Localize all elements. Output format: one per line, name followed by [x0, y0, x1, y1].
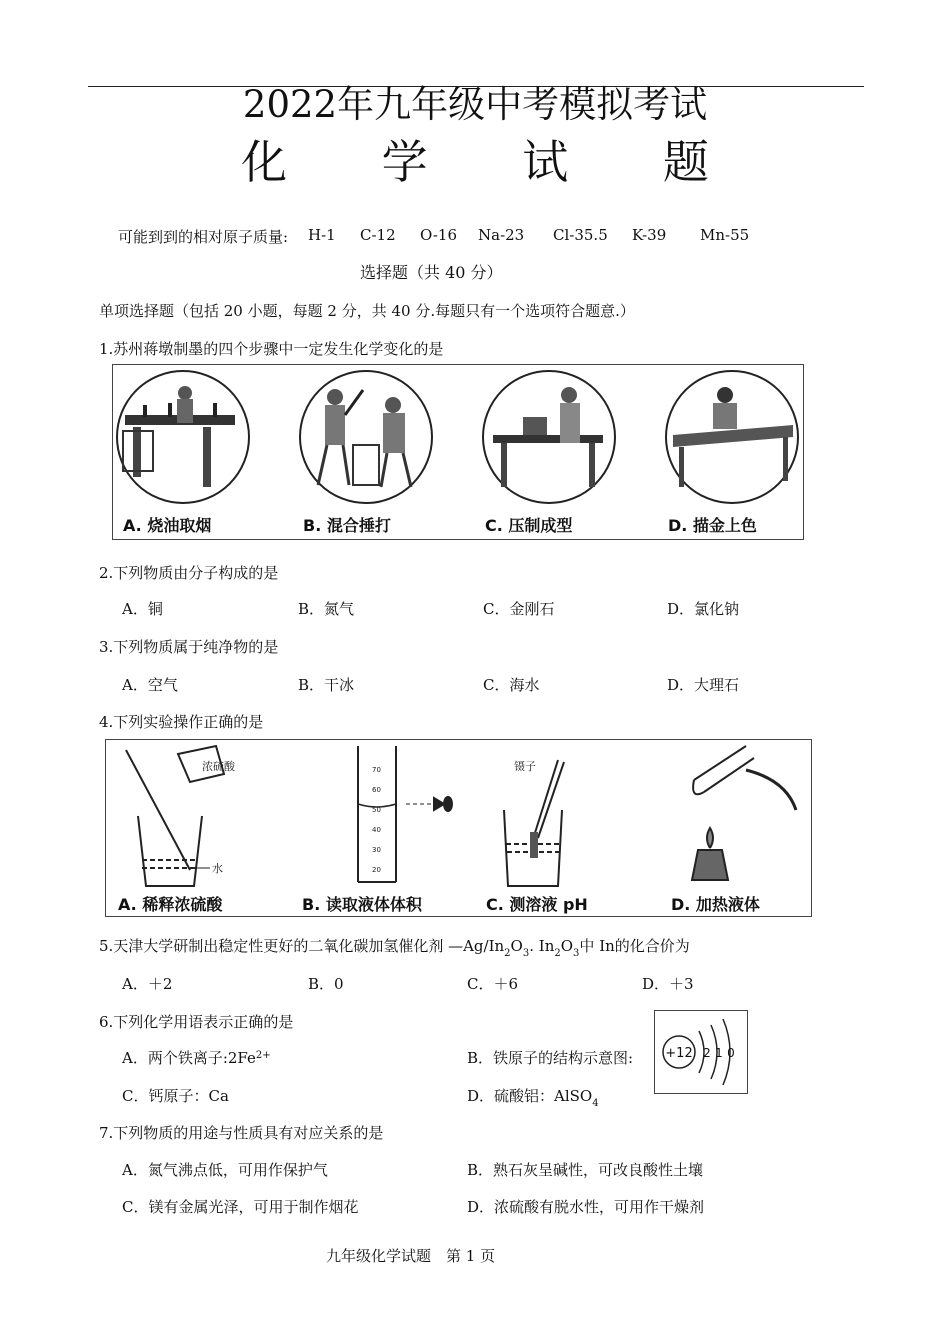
exam-subtitle: 化 学 试 题 — [241, 135, 749, 189]
q5-option-c[interactable]: C．＋6 — [467, 975, 519, 993]
q3-option-a[interactable]: A．空气 — [122, 676, 178, 694]
q5-stem-c: O — [510, 937, 523, 955]
q4-caption-b: B. 读取液体体积 — [302, 895, 422, 914]
q6-option-d-text: D．硫酸铝：AlSO — [467, 1087, 593, 1105]
q6-nucleus-charge: +12 — [665, 1046, 693, 1061]
q1-stem: 1.苏州蒋墩制墨的四个步骤中一定发生化学变化的是 — [99, 340, 444, 358]
q5-stem-a: 5.天津大学研制出稳定性更好的二氧化碳加氢催化剂 —Ag — [99, 937, 484, 955]
atomic-mass-mn: Mn-55 — [700, 226, 750, 244]
q6-option-d-sub: 4 — [592, 1098, 599, 1109]
q6-option-a[interactable] — [122, 1047, 271, 1068]
q2-option-c[interactable]: C．金刚石 — [483, 600, 555, 618]
q5-sub-4: 3 — [573, 948, 580, 959]
q3-option-d[interactable]: D．大理石 — [667, 676, 740, 694]
q1-caption-b: B. 混合捶打 — [303, 516, 391, 535]
q5-stem-e: O — [560, 937, 574, 955]
q7-stem: 7.下列物质的用途与性质具有对应关系的是 — [99, 1124, 384, 1142]
atomic-mass-label: 可能到到的相对原子质量: — [118, 228, 289, 246]
q1-illustration-a — [117, 371, 249, 503]
q4-illustration-c — [504, 760, 564, 886]
q3-stem: 3.下列物质属于纯净物的是 — [99, 638, 279, 656]
q4-tick-20: 20 — [372, 866, 381, 874]
q4-water-label: 水 — [212, 862, 223, 875]
q4-tick-50: 50 — [372, 806, 381, 814]
q4-cylinder-ticks — [372, 766, 381, 874]
q6-atom-svg — [655, 1011, 747, 1093]
q7-option-b[interactable]: B．熟石灰呈碱性，可改良酸性土壤 — [467, 1161, 704, 1179]
q1-illustration-c — [483, 371, 615, 503]
q4-tick-30: 30 — [372, 846, 381, 854]
page-footer: 九年级化学试题 第 1 页 — [326, 1247, 496, 1265]
q5-sub-1: 2 — [504, 948, 511, 959]
atomic-mass-c: C-12 — [360, 226, 396, 244]
section-title: 选择题（共 40 分） — [360, 263, 503, 282]
q4-caption-d: D. 加热液体 — [671, 895, 760, 914]
q4-figure — [105, 739, 812, 917]
q4-tweezers-label: 镊子 — [514, 760, 536, 773]
q4-tick-40: 40 — [372, 826, 381, 834]
exam-title: 2022年九年级中考模拟考试 — [242, 83, 708, 126]
q5-stem-d: . In — [529, 937, 555, 955]
atomic-mass-o: O-16 — [420, 226, 458, 244]
q7-option-c[interactable]: C．镁有金属光泽，可用于制作烟花 — [122, 1198, 359, 1216]
q6-option-a-charge: 2+ — [255, 1050, 271, 1061]
q6-option-c[interactable]: C．钙原子：Ca — [122, 1087, 229, 1105]
q7-option-a[interactable]: A．氮气沸点低，可用作保护气 — [122, 1161, 328, 1179]
q2-option-b[interactable]: B．氮气 — [298, 600, 355, 618]
q1-caption-d: D. 描金上色 — [668, 516, 757, 535]
q6-atom-diagram — [654, 1010, 748, 1094]
q5-sub-3: 2 — [554, 948, 561, 959]
q4-caption-a: A. 稀释浓硫酸 — [118, 895, 223, 914]
q5-option-b[interactable]: B．0 — [308, 975, 344, 993]
q1-caption-c: C. 压制成型 — [485, 516, 573, 535]
instructions: 单项选择题（包括 20 小题，每题 2 分，共 40 分.每题只有一个选项符合题意.） — [99, 302, 635, 320]
q6-stem: 6.下列化学用语表示正确的是 — [99, 1013, 294, 1031]
q5-sub-2: 3 — [522, 948, 530, 959]
q1-figure — [112, 364, 804, 540]
q4-tick-70: 70 — [372, 766, 381, 774]
q3-option-c[interactable]: C．海水 — [483, 676, 540, 694]
q4-stem: 4.下列实验操作正确的是 — [99, 713, 264, 731]
atomic-mass-na: Na-23 — [478, 226, 525, 244]
q4-tick-60: 60 — [372, 786, 381, 794]
q5-option-d[interactable]: D．＋3 — [642, 975, 694, 993]
atomic-mass-cl: Cl-35.5 — [553, 226, 608, 244]
q4-caption-c: C. 测溶液 pH — [486, 895, 588, 914]
q2-option-a[interactable]: A．铜 — [122, 600, 163, 618]
q5-stem-f: 中 In的化合价为 — [579, 937, 690, 955]
q1-caption-a: A. 烧油取烟 — [123, 516, 212, 535]
q6-shell-count-2: 1 — [715, 1046, 723, 1060]
q4-illustration-d — [692, 746, 796, 880]
atomic-mass-k: K-39 — [632, 226, 667, 244]
q4-illustrations — [106, 740, 811, 916]
q4-acid-label: 浓硫酸 — [202, 760, 235, 773]
q2-option-d[interactable]: D．氯化钠 — [667, 600, 740, 618]
q1-illustration-b — [300, 371, 432, 503]
q6-option-a-text: A．两个铁离子:2Fe — [122, 1049, 256, 1067]
q6-shell-count-1: 2 — [703, 1046, 711, 1060]
q6-option-d[interactable] — [467, 1085, 599, 1109]
q1-illustration-d — [666, 371, 798, 503]
atomic-mass-h: H-1 — [308, 226, 336, 244]
q7-option-d[interactable]: D．浓硫酸有脱水性，可用作干燥剂 — [467, 1198, 705, 1216]
q6-option-b[interactable]: B．铁原子的结构示意图: — [467, 1049, 634, 1067]
q6-shell-count-3: 0 — [727, 1046, 735, 1060]
q5-stem-b: /In — [483, 937, 505, 955]
q3-option-b[interactable]: B．干冰 — [298, 676, 355, 694]
q2-stem: 2.下列物质由分子构成的是 — [99, 564, 279, 582]
q5-option-a[interactable]: A．＋2 — [122, 975, 173, 993]
q5-stem — [99, 935, 690, 959]
